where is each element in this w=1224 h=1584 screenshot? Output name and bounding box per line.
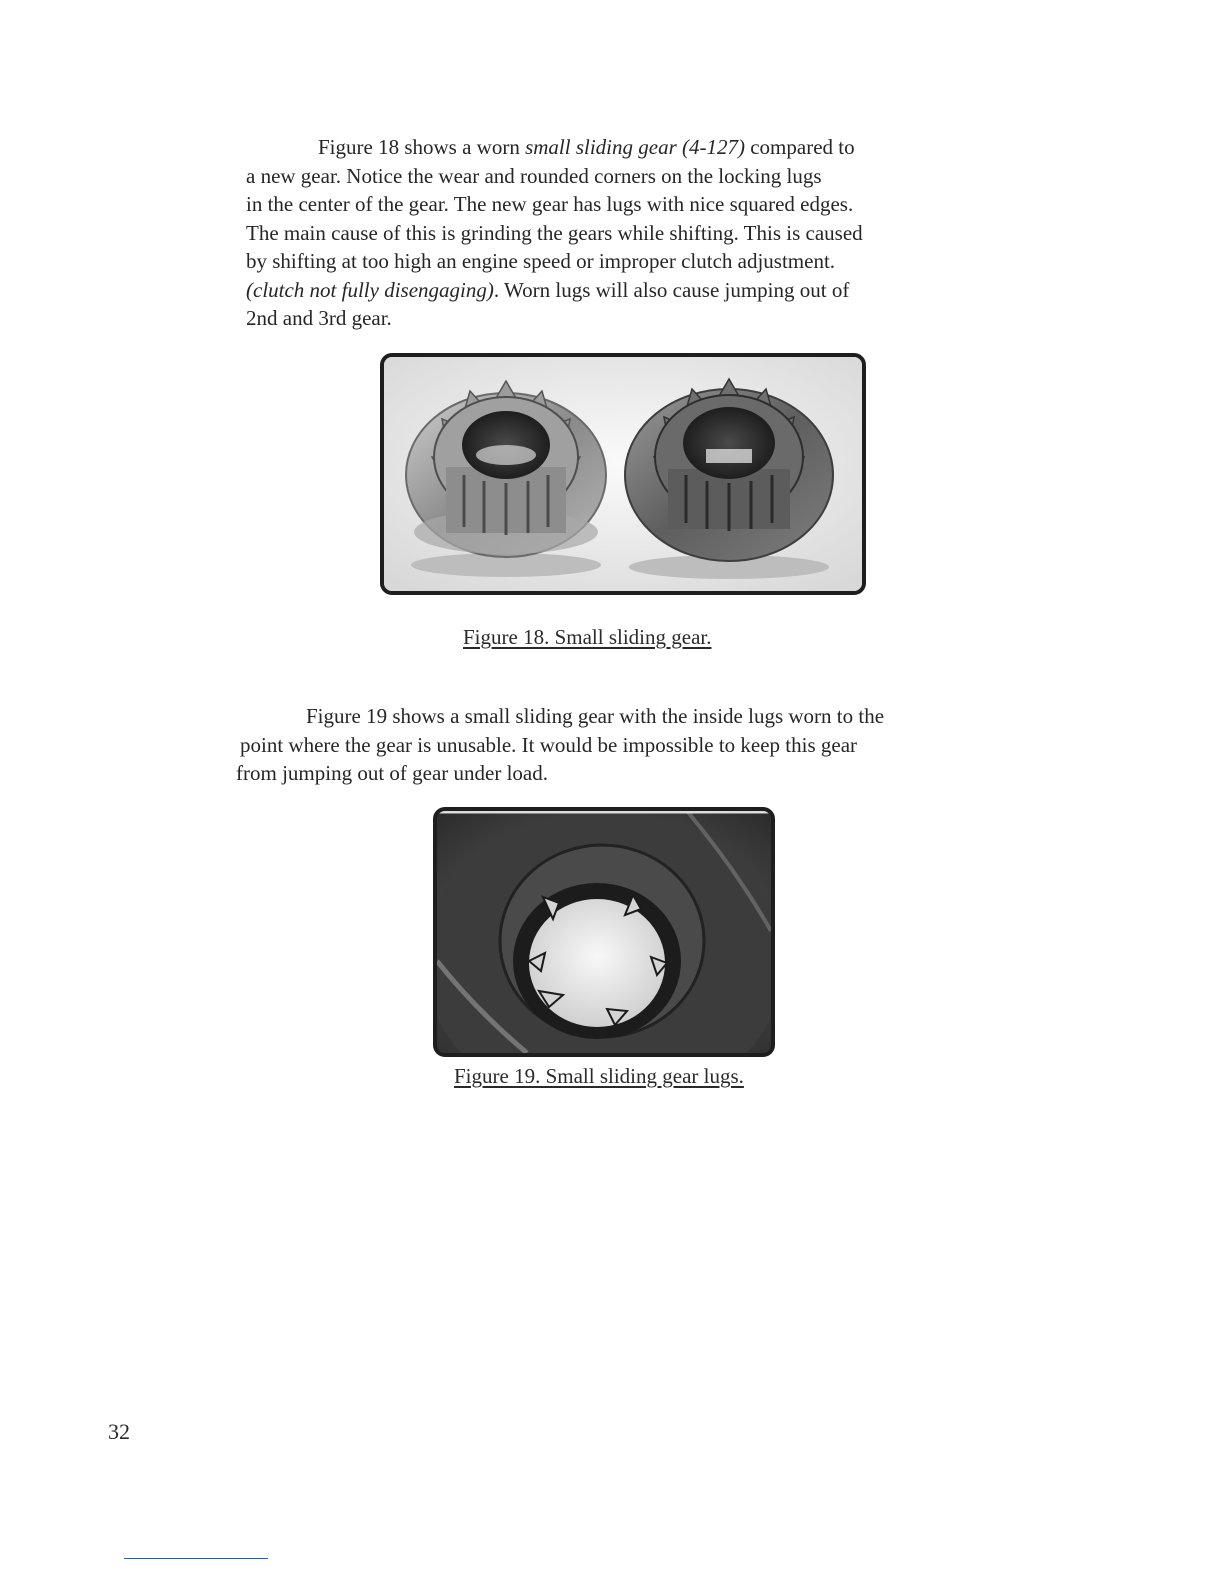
footnote-separator xyxy=(124,1558,268,1559)
gear-lugs-photo-icon xyxy=(437,811,771,1053)
figure-19-photo xyxy=(433,807,775,1057)
paragraph-line: The main cause of this is grinding the gears while shifting. This is caused xyxy=(246,220,863,245)
gear-photo-comparison-icon xyxy=(384,357,862,591)
paragraph-line: Figure 18 shows a worn small sliding gear (4-127) compared to xyxy=(318,135,855,159)
paragraph-line: by shifting at too high an engine speed or improper clutch adjustment. xyxy=(246,249,836,273)
paragraph-line: point where the gear is unusable. It would be impossible to keep this gear xyxy=(240,732,858,757)
figure-18-caption: Figure 18. Small sliding gear. xyxy=(463,625,712,649)
paragraph-line: (clutch not fully disengaging). Worn lugs will also cause jumping out of xyxy=(246,277,850,302)
paragraph-line: in the center of the gear. The new gear has lugs with nice squared edges. xyxy=(246,192,854,216)
page-number: 32 xyxy=(108,1419,130,1444)
paragraph-figure-18 xyxy=(246,133,863,333)
paragraph-figure-19 xyxy=(236,702,884,788)
paragraph-line: Figure 19 shows a small sliding gear with the inside lugs worn to the xyxy=(306,704,885,728)
paragraph-line: from jumping out of gear under load. xyxy=(236,761,549,785)
paragraph-line: 2nd and 3rd gear. xyxy=(246,306,392,330)
paragraph-line: a new gear. Notice the wear and rounded corners on the locking lugs xyxy=(246,163,822,188)
figure-19-caption: Figure 19. Small sliding gear lugs. xyxy=(454,1064,744,1088)
figure-18-photo xyxy=(380,353,866,595)
